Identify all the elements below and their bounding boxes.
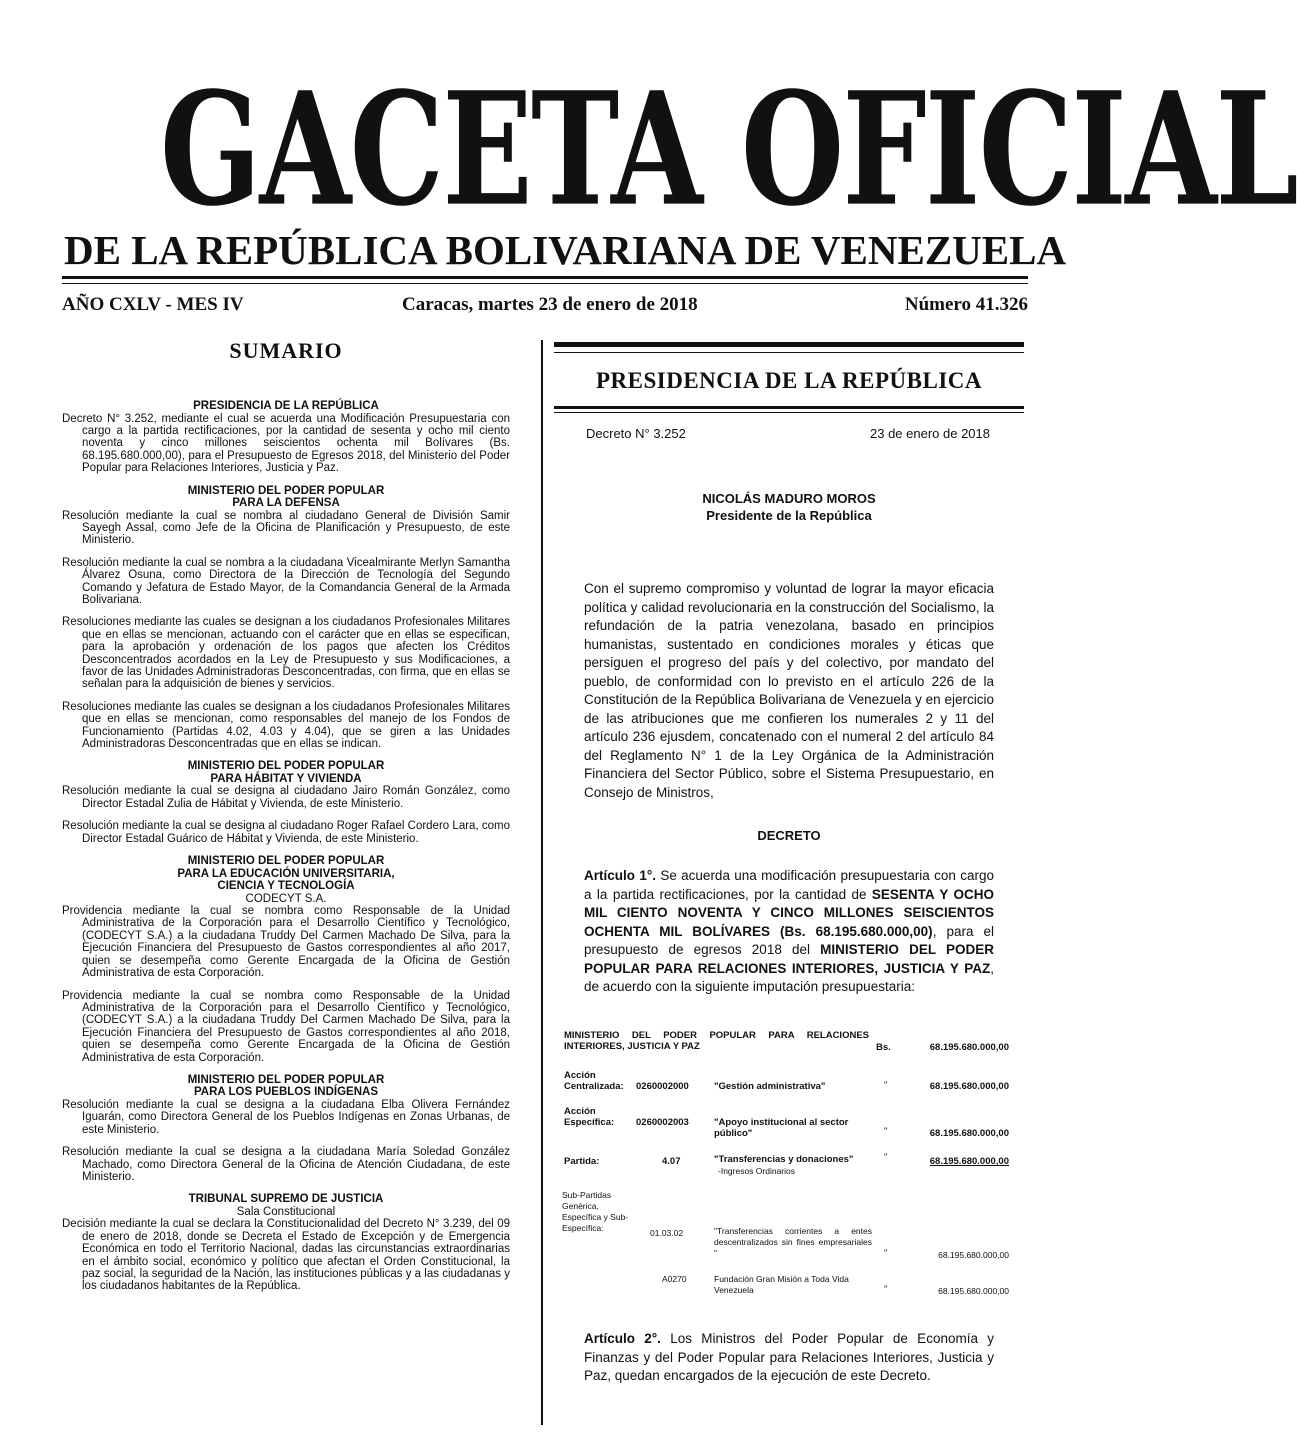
sumario-section-heading: TRIBUNAL SUPREMO DE JUSTICIA — [188, 1193, 384, 1206]
decree-preamble: Con el supremo compromiso y voluntad de lograr la mayor eficacia política y calidad revolucionaria en la construcción del Socialismo, la refundación de la patria venezolana, basado en principios humanistas, sustentado en condiciones morales y éticas que persiguen el progreso del país y del colectivo, por mandato del pueblo, de conformidad con lo previsto en el artículo 226 de la Constitución de la República Bolivariana de Venezuela y en ejercicio de las atribuciones que me confieren los numerales 2 y 11 del artículo 236 ejusdem, concatenado con el numeral 2 del artículo 84 del Reglamento N° 1 de la Ley Orgánica de la Administración Financiera del Sector Público, sobre el Sistema Presupuestario, en Consejo de Ministros, — [584, 581, 994, 800]
sumario-section-heading: MINISTERIO DEL PODER POPULAR — [187, 1073, 385, 1086]
budget-row-mark: " — [884, 1126, 888, 1137]
sumario-section-heading: PARA LA DEFENSA — [232, 497, 340, 510]
article-2 — [554, 1330, 1024, 1386]
decree-section-title: PRESIDENCIA DE LA REPÚBLICA — [595, 368, 983, 393]
budget-row-label: Acción Específica: — [564, 1106, 615, 1128]
budget-table — [564, 1030, 1009, 1300]
article-1-text: Se acuerda una modificación presupuestaria con cargo a la partida rectificaciones, por la cantidad de — [584, 868, 994, 902]
sumario-title: SUMARIO — [229, 338, 343, 363]
budget-ministry: MINISTERIO DEL PODER POPULAR PARA RELACIONES INTERIORES, JUSTICIA Y PAZ — [564, 1030, 869, 1052]
sumario-entry: Resoluciones mediante las cuales se designan a los ciudadanos Profesionales Militares que en ellas se mencionan, como responsables del manejo de los Fondos de Funcionamiento (Partidas 4.02, 4.03 y 4.04), que se giren a las Unidades Administradoras Desconcentradas que en ellas se indican. — [62, 700, 510, 751]
budget-row-desc: "Gestión administrativa" — [714, 1081, 826, 1092]
budget-row-mark: " — [884, 1248, 888, 1259]
budget-row-mark: " — [884, 1284, 888, 1295]
decree-number: Decreto N° 3.252 — [586, 426, 686, 441]
signer — [554, 490, 1024, 524]
sumario-entry: Resolución mediante la cual se nombra al ciudadano General de División Samir Sayegh Assal, como Jefe de la Oficina de Planificación y Presupuesto, de este Ministerio. — [62, 509, 510, 547]
masthead-rule-thick — [62, 276, 1028, 279]
issue-info — [62, 294, 1028, 322]
budget-row-amount: 68.195.680.000,00 — [929, 1156, 1009, 1167]
sumario-section-heading: PARA LA EDUCACIÓN UNIVERSITARIA, — [177, 867, 395, 880]
budget-row-desc: "Transferencias corrientes a entes descentralizados sin fines empresariales " — [714, 1226, 872, 1258]
sumario-column — [62, 338, 510, 1295]
article-1 — [554, 867, 1024, 997]
decree-date: 23 de enero de 2018 — [870, 426, 990, 441]
issue-number: Número 41.326 — [904, 294, 1028, 315]
budget-row-amount: 68.195.680.000,00 — [938, 1286, 1009, 1296]
issue-place-date: Caracas, martes 23 de enero de 2018 — [402, 294, 698, 315]
issue-year-month: AÑO CXLV - MES IV — [62, 294, 244, 315]
article-1-label: Artículo 1°. — [584, 868, 656, 883]
sumario-section-subheading: CODECYT S.A. — [245, 892, 327, 905]
sumario-entry: Resolución mediante la cual se designa al ciudadano Roger Rafael Cordero Lara, como Director Estadal Guárico de Hábitat y Vivienda, de este Ministerio. — [62, 820, 510, 845]
sumario-section-heading: PRESIDENCIA DE LA REPÚBLICA — [193, 400, 379, 412]
article-1-text: , de acuerdo con la siguiente imputación presupuestaria: — [584, 960, 994, 994]
budget-row-amount: 68.195.680.000,00 — [929, 1128, 1009, 1139]
budget-row-subdesc: -Ingresos Ordinarios — [718, 1166, 796, 1176]
sumario-section-subheading: Sala Constitucional — [236, 1205, 336, 1218]
column-divider — [541, 340, 543, 1425]
sumario-entry: Resolución mediante la cual se nombra a la ciudadana Vicealmirante Merlyn Samantha Álvarez Osuna, como Directora de la Dirección de Tecnología del Segundo Comando y Jefatura de Estado Mayor, de la Comandancia General de la Armada Bolivariana. — [62, 556, 510, 606]
decree-header — [554, 426, 1024, 450]
sumario-section-heading: MINISTERIO DEL PODER POPULAR — [187, 760, 385, 773]
budget-row-mark: " — [884, 1152, 888, 1163]
article-1-text: , para el presupuesto de egresos 2018 del — [584, 923, 994, 957]
budget-row-label: Partida: — [564, 1156, 600, 1167]
budget-row-label: Acción Centralizada: — [564, 1070, 624, 1092]
sumario-section-heading: MINISTERIO DEL PODER POPULAR — [187, 855, 385, 868]
budget-row-desc: "Transferencias y donaciones" — [714, 1154, 854, 1165]
sumario-entry: Decisión mediante la cual se declara la Constitucionalidad del Decreto N° 3.239, del 09 de enero de 2018, donde se Decreta el Estado de Excepción y de Emergencia Económica en todo el Territorio Nacional, dadas las circunstancias extraordinarias en el ámbito social, económico y político que afectan el Orden Constitucional, la paz social, la seguridad de la Nación, las instituciones públicas y a las ciudadanas y los ciudadanos habitantes de la República. — [62, 1218, 510, 1293]
sumario-section-heading: MINISTERIO DEL PODER POPULAR — [187, 484, 385, 497]
article-1-amount: SESENTA Y OCHO MIL CIENTO NOVENTA Y CINCO MILLONES SEISCIENTOS OCHENTA MIL BOLÍVARES (Bs. 68.195.680.000,00) — [584, 886, 994, 939]
sumario-entry: Providencia mediante la cual se nombra como Responsable de la Unidad Administrativa de la Corporación para el Desarrollo Científico y Tecnológico, (CODECYT S.A.) a la ciudadana Truddy Del Carmen Machado De Silva, para la Ejecución Financiera del Presupuesto de Gastos correspondientes al año 2017, quien se desempeña como Gerente Encargada de la Oficina de Gestión Administrativa de esta Corporación. — [62, 905, 510, 980]
decreto-label: DECRETO — [757, 828, 821, 843]
sumario-section-heading: PARA HÁBITAT Y VIVIENDA — [210, 772, 362, 785]
budget-row-code: 4.07 — [662, 1156, 681, 1167]
masthead-rule-thin — [62, 283, 1028, 284]
sumario-entry: Resoluciones mediante las cuales se designan a los ciudadanos Profesionales Militares que en ellas se mencionan, actuando con el carácter que en ellas se especifican, para la aprobación y ordenación de los pagos que afecten los Créditos Desconcentrados acordados en la Ley de Presupuesto y sus Modificaciones, a favor de las Unidades Administradoras Desconcentradas, con firma, que en ellas se señalan para la adquisición de bienes y servicios. — [62, 616, 510, 691]
gazette-title: GACETA OFICIAL — [160, 57, 1297, 241]
sumario-section-heading: PARA LOS PUEBLOS INDÍGENAS — [193, 1086, 379, 1099]
budget-row-desc: Fundación Gran Misión a Toda Vida Venezuela — [714, 1274, 849, 1295]
gazette-subtitle: DE LA REPÚBLICA BOLIVARIANA DE VENEZUELA — [64, 227, 1067, 273]
budget-row-mark: " — [884, 1080, 888, 1091]
budget-row-code: 0260002000 — [636, 1081, 689, 1092]
budget-row-amount: 68.195.680.000,00 — [929, 1081, 1009, 1092]
budget-row-code: A0270 — [662, 1274, 687, 1284]
budget-row-amount: 68.195.680.000,00 — [938, 1250, 1009, 1260]
budget-row-desc: "Apoyo institucional al sector público" — [714, 1117, 849, 1139]
article-2-label: Artículo 2°. — [584, 1331, 661, 1346]
budget-row-label: Sub-Partidas Genérica, Específica y Sub-Específica: — [562, 1190, 629, 1233]
sumario-entry: Providencia mediante la cual se nombra como Responsable de la Unidad Administrativa de la Corporación para el Desarrollo Científico y Tecnológico, (CODECYT S.A.) a la ciudadana Truddy Del Carmen Machado De Silva, para la Ejecución Financiera del Presupuesto de Gastos correspondientes al año 2018, quien se desempeña como Gerente Encargada de la Oficina de Gestión Administrativa de esta Corporación. — [62, 989, 510, 1064]
sumario-section-heading: CIENCIA Y TECNOLOGÍA — [217, 880, 355, 893]
budget-total: 68.195.680.000,00 — [929, 1042, 1009, 1053]
sumario-entry: Resolución mediante la cual se designa a la ciudadana Elba Olivera Fernández Iguarán, como Directora General de los Pueblos Indígenas en Zonas Urbanas, de este Ministerio. — [62, 1098, 510, 1136]
signer-role: Presidente de la República — [706, 508, 872, 523]
sumario-entry: Resolución mediante la cual se designa a la ciudadana María Soledad González Machado, como Directora General de la Oficina de Atención Ciudadana, de este Ministerio. — [62, 1146, 510, 1183]
sumario-entry: Decreto N° 3.252, mediante el cual se acuerda una Modificación Presupuestaria con cargo a la partida rectificaciones, por la cantidad de sesenta y ocho mil ciento noventa y cinco millones seiscientos ochenta mil Bolívares (Bs. 68.195.680.000,00), para el Presupuesto de Egresos 2018, del Ministerio del Poder Popular para Relaciones Interiores, Justicia y Paz. — [62, 412, 510, 475]
decree-column — [554, 340, 1024, 997]
article-2-text: Los Ministros del Poder Popular de Economía y Finanzas y del Poder Popular para Relaciones Interiores, Justicia y Paz, quedan encargados de la ejecución de este Decreto. — [584, 1331, 994, 1383]
budget-currency: Bs. — [876, 1042, 891, 1053]
budget-row-code: 0260002003 — [636, 1117, 689, 1128]
signer-name: NICOLÁS MADURO MOROS — [702, 491, 876, 506]
sumario-entry: Resolución mediante la cual se designa al ciudadano Jairo Román González, como Director Estadal Zulia de Hábitat y Vivienda, de este Ministerio. — [62, 785, 510, 810]
article-1-ministry: MINISTERIO DEL PODER POPULAR PARA RELACIONES INTERIORES, JUSTICIA Y PAZ — [584, 942, 994, 976]
budget-row-code: 01.03.02 — [650, 1228, 684, 1238]
